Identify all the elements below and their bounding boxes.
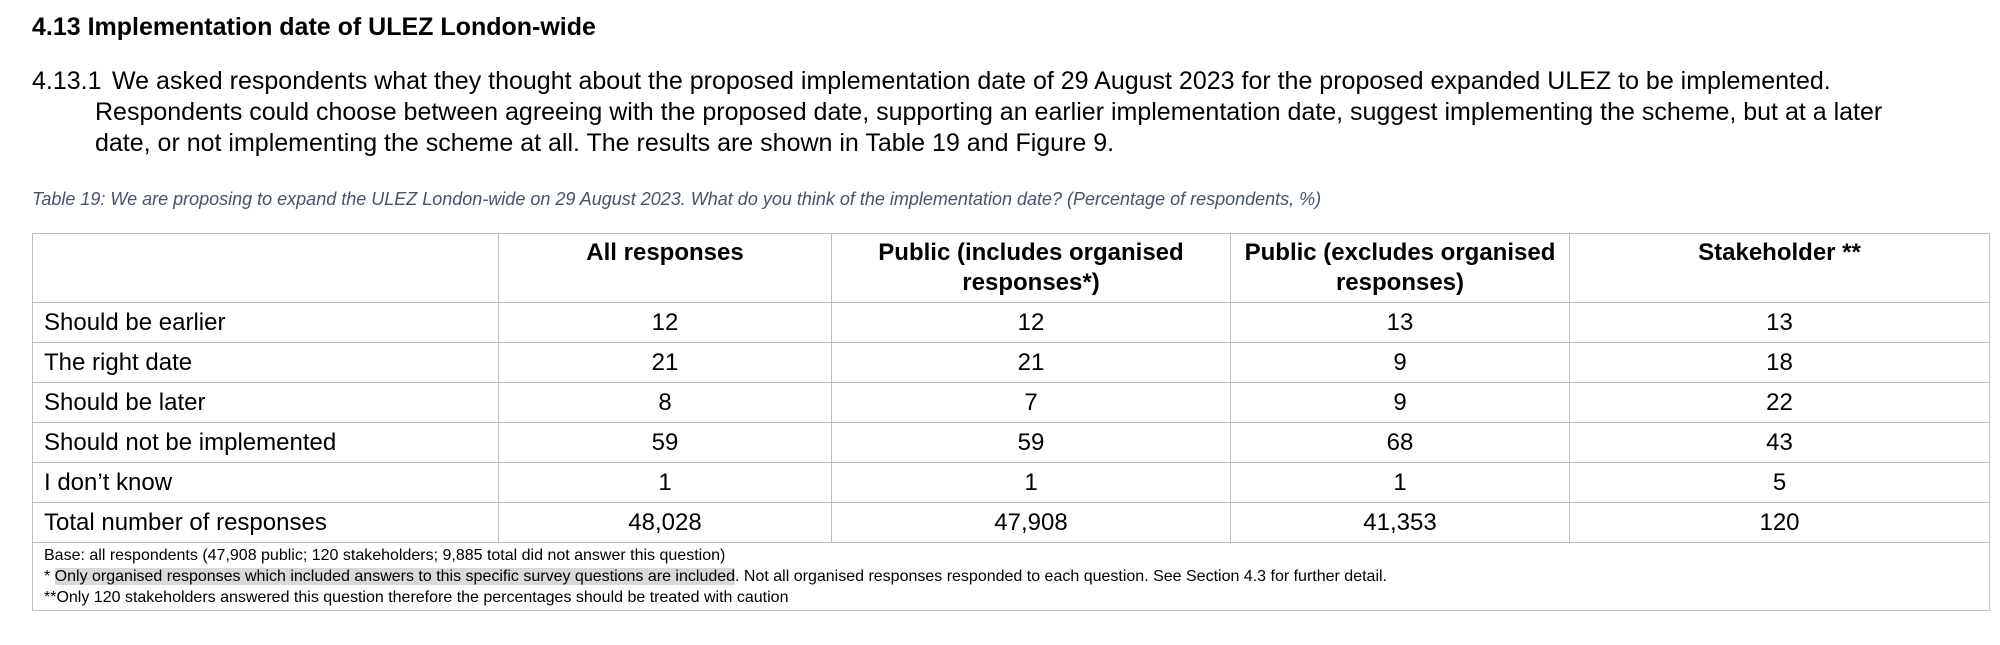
paragraph-number: 4.13.1 (32, 67, 102, 95)
row-label: I don’t know (33, 463, 499, 503)
paragraph-line-3: date, or not implementing the scheme at all. The results are shown in Table 19 and Figure 9. (95, 129, 1115, 157)
table-row (33, 383, 1990, 423)
note-base: Base: all respondents (47,908 public; 120 stakeholders; 9,885 total did not answer this question) (44, 547, 726, 564)
table-row (33, 423, 1990, 463)
cell-value: 48,028 (499, 503, 832, 543)
table-row-total (33, 503, 1990, 543)
cell-value: 59 (832, 423, 1231, 463)
header-stakeholder: Stakeholder ** (1570, 234, 1990, 303)
note-organised-prefix: * (44, 568, 55, 585)
cell-value: 18 (1570, 343, 1990, 383)
results-table (32, 233, 1990, 611)
row-label: Should be earlier (33, 303, 499, 343)
table-header-row (33, 234, 1990, 303)
cell-value: 12 (832, 303, 1231, 343)
row-label: Total number of responses (33, 503, 499, 543)
cell-value: 43 (1570, 423, 1990, 463)
note-stakeholders: **Only 120 stakeholders answered this question therefore the percentages should be treated with caution (44, 589, 789, 606)
cell-value: 120 (1570, 503, 1990, 543)
cell-value: 68 (1231, 423, 1570, 463)
table-caption: Table 19: We are proposing to expand the ULEZ London-wide on 29 August 2023. What do you think of the implementation date? (Percentage of respondents, %) (32, 189, 1322, 209)
cell-value: 9 (1231, 383, 1570, 423)
cell-value: 13 (1570, 303, 1990, 343)
section-heading: 4.13 Implementation date of ULEZ London-wide (32, 13, 596, 41)
cell-value: 9 (1231, 343, 1570, 383)
paragraph-line-1: We asked respondents what they thought about the proposed implementation date of 29 August 2023 for the proposed expanded ULEZ to be implemented. (112, 67, 1831, 95)
table-notes (33, 543, 1990, 611)
note-organised (44, 566, 1978, 587)
table-notes-row (33, 543, 1990, 611)
cell-value: 21 (499, 343, 832, 383)
cell-value: 5 (1570, 463, 1990, 503)
cell-value: 13 (1231, 303, 1570, 343)
row-label: Should not be implemented (33, 423, 499, 463)
table-row (33, 343, 1990, 383)
row-label: The right date (33, 343, 499, 383)
cell-value: 22 (1570, 383, 1990, 423)
cell-value: 8 (499, 383, 832, 423)
cell-value: 21 (832, 343, 1231, 383)
note-organised-highlight: Only organised responses which included answers to this specific survey questions are included (54, 568, 736, 585)
paragraph-line-2: Respondents could choose between agreeing with the proposed date, supporting an earlier implementation date, suggest implementing the scheme, but at a later (95, 98, 1883, 126)
cell-value: 1 (1231, 463, 1570, 503)
cell-value: 12 (499, 303, 832, 343)
note-organised-rest: . Not all organised responses responded to each question. See Section 4.3 for further detail. (735, 568, 1387, 585)
cell-value: 1 (832, 463, 1231, 503)
header-public-includes: Public (includes organised responses*) (832, 234, 1231, 303)
header-all-responses: All responses (499, 234, 832, 303)
header-public-excludes: Public (excludes organised responses) (1231, 234, 1570, 303)
paragraph-4-13-1 (32, 66, 1992, 159)
cell-value: 41,353 (1231, 503, 1570, 543)
row-label: Should be later (33, 383, 499, 423)
cell-value: 7 (832, 383, 1231, 423)
cell-value: 47,908 (832, 503, 1231, 543)
cell-value: 59 (499, 423, 832, 463)
table-row (33, 463, 1990, 503)
header-blank (33, 234, 499, 303)
table-row (33, 303, 1990, 343)
cell-value: 1 (499, 463, 832, 503)
